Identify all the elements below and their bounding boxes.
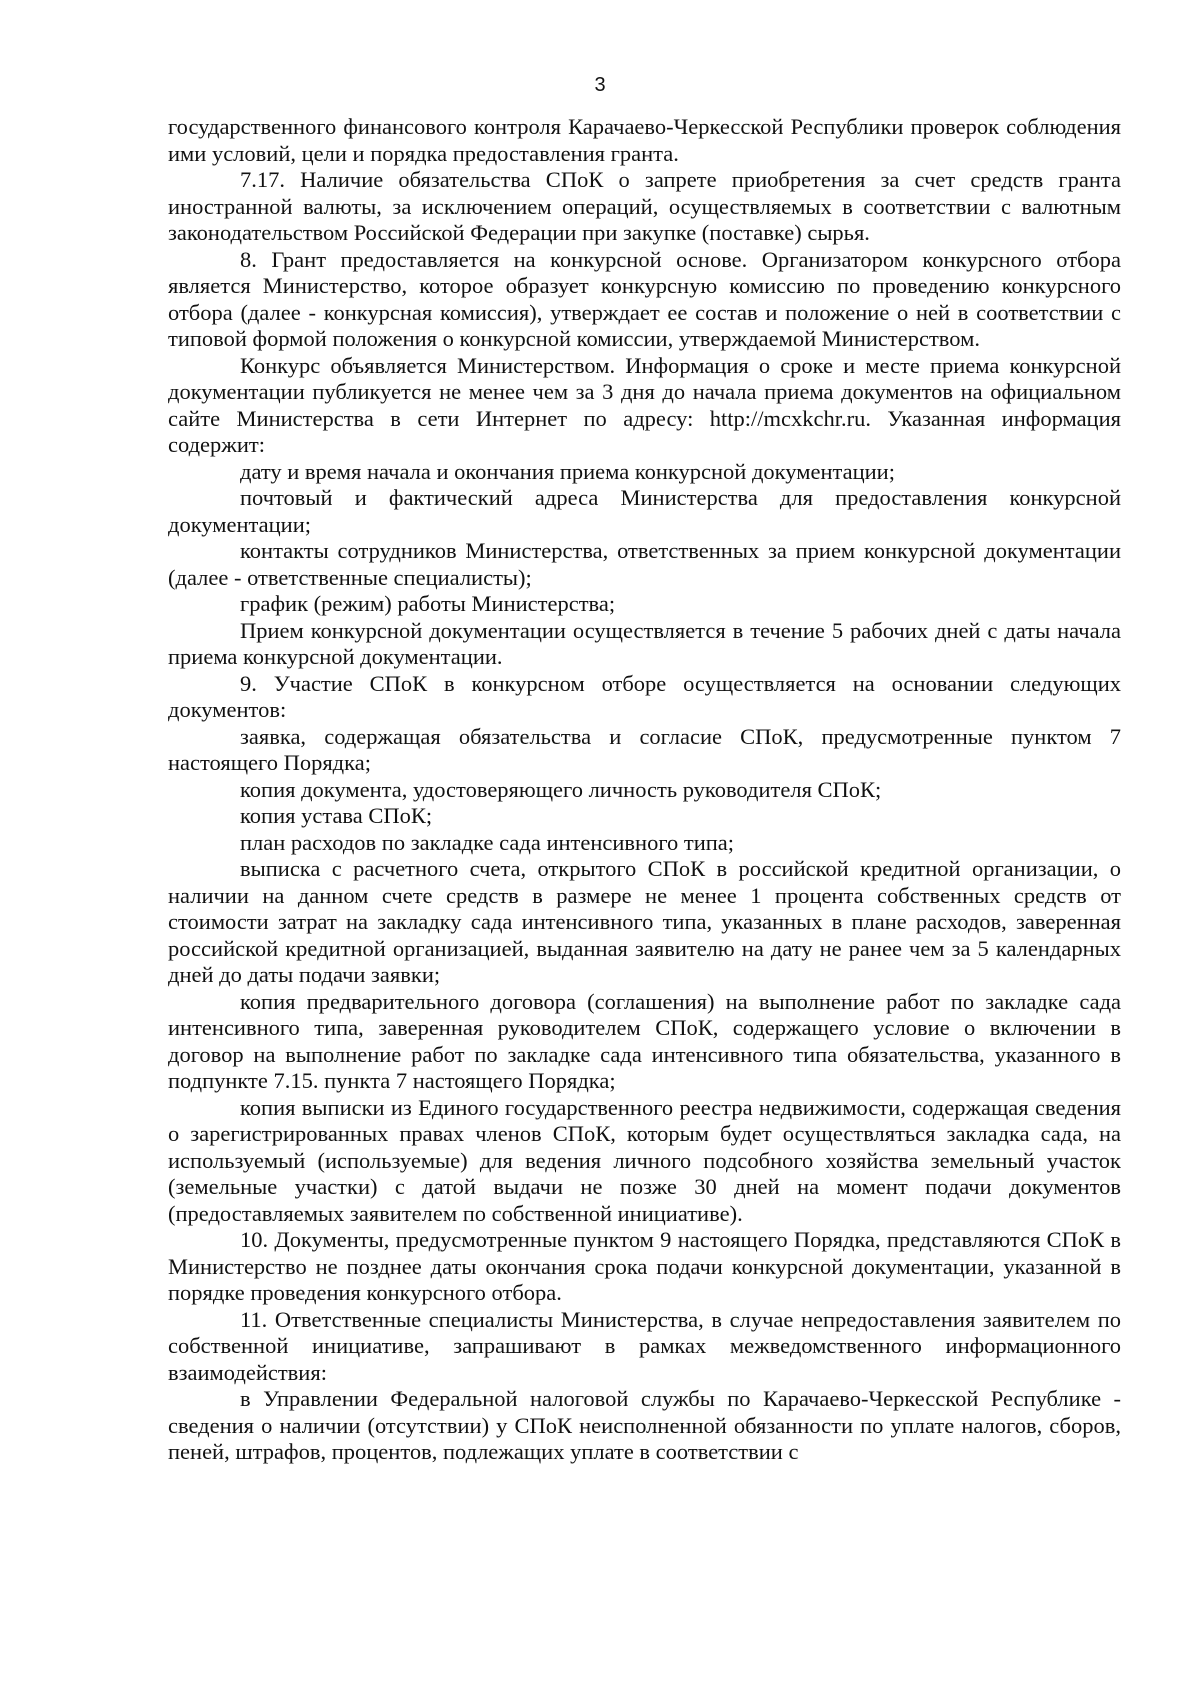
- paragraph: контакты сотрудников Министерства, ответственных за прием конкурсной документации (далее - ответственные специалисты);: [168, 538, 1121, 590]
- paragraph: государственного финансового контроля Карачаево-Черкесской Республики проверок соблюдения ими условий, цели и порядка предоставления гранта.: [168, 114, 1121, 166]
- document-body: [168, 114, 1121, 1466]
- paragraph: план расходов по закладке сада интенсивного типа;: [240, 829, 735, 855]
- paragraph: 10. Документы, предусмотренные пунктом 9 настоящего Порядка, представляются СПоК в Министерство не позднее даты окончания срока подачи конкурсной документации, указанной в порядке проведения конкурсного отбора.: [168, 1227, 1121, 1305]
- paragraph: копия выписки из Единого государственного реестра недвижимости, содержащая сведения о зарегистрированных правах членов СПоК, которым будет осуществляться закладка сада, на используемый (используемые) для ведения личного подсобного хозяйства земельный участок (земельные участки) с датой выдачи не позже 30 дней на момент подачи документов (предоставляемых заявителем по собственной инициативе).: [168, 1094, 1121, 1226]
- paragraph: 7.17. Наличие обязательства СПоК о запрете приобретения за счет средств гранта иностранной валюты, за исключением операций, осуществляемых в соответствии с валютным законодательством Российской Федерации при закупке (поставке) сырья.: [168, 167, 1121, 245]
- paragraph: копия устава СПоК;: [240, 803, 433, 828]
- paragraph: 11. Ответственные специалисты Министерства, в случае непредоставления заявителем по собственной инициативе, запрашивают в рамках межведомственного информационного взаимодействия:: [168, 1306, 1121, 1385]
- paragraph: в Управлении Федеральной налоговой службы по Карачаево-Черкесской Республике - сведения о наличии (отсутствии) у СПоК неисполненной обязанности по уплате налогов, сборов, пеней, штрафов, процентов, подлежащих уплате в соответствии с: [168, 1386, 1121, 1464]
- paragraph: Конкурс объявляется Министерством. Информация о сроке и месте приема конкурсной документации публикуется не менее чем за 3 дня до начала приема документов на официальном сайте Министерства в сети Интернет по адресу: http://mcxkchr.ru. Указанная информация содержит:: [168, 352, 1121, 457]
- paragraph: копия предварительного договора (соглашения) на выполнение работ по закладке сада интенсивного типа, заверенная руководителем СПоК, содержащего условие о включении в договор на выполнение работ по закладке сада интенсивного типа обязательства, указанного в подпункте 7.15. пункта 7 настоящего Порядка;: [168, 988, 1121, 1093]
- paragraph: 9. Участие СПоК в конкурсном отборе осуществляется на основании следующих документов:: [168, 670, 1121, 722]
- paragraph: выписка с расчетного счета, открытого СПоК в российской кредитной организации, о наличии на данном счете средств в размере не менее 1 процента собственных средств от стоимости затрат на закладку сада интенсивного типа, указанных в плане расходов, заверенная российской кредитной организацией, выданная заявителю на дату не ранее чем за 5 календарных дней до даты подачи заявки;: [168, 856, 1121, 987]
- paragraph: заявка, содержащая обязательства и согласие СПоК, предусмотренные пунктом 7 настоящего Порядка;: [168, 723, 1121, 775]
- paragraph: копия документа, удостоверяющего личность руководителя СПоК;: [240, 776, 882, 802]
- paragraph: почтовый и фактический адреса Министерства для предоставления конкурсной документации;: [168, 485, 1121, 537]
- paragraph: Прием конкурсной документации осуществляется в течение 5 рабочих дней с даты начала приема конкурсной документации.: [168, 617, 1121, 669]
- paragraph: 8. Грант предоставляется на конкурсной основе. Организатором конкурсного отбора является Министерство, которое образует конкурсную комиссию по проведению конкурсного отбора (далее - конкурсная комиссия), утверждает ее состав и положение о ней в соответствии с типовой формой положения о конкурсной комиссии, утверждаемой Министерством.: [168, 246, 1121, 351]
- paragraph: график (режим) работы Министерства;: [240, 591, 616, 616]
- paragraph: дату и время начала и окончания приема конкурсной документации;: [240, 458, 895, 484]
- page-number: 3: [594, 74, 606, 96]
